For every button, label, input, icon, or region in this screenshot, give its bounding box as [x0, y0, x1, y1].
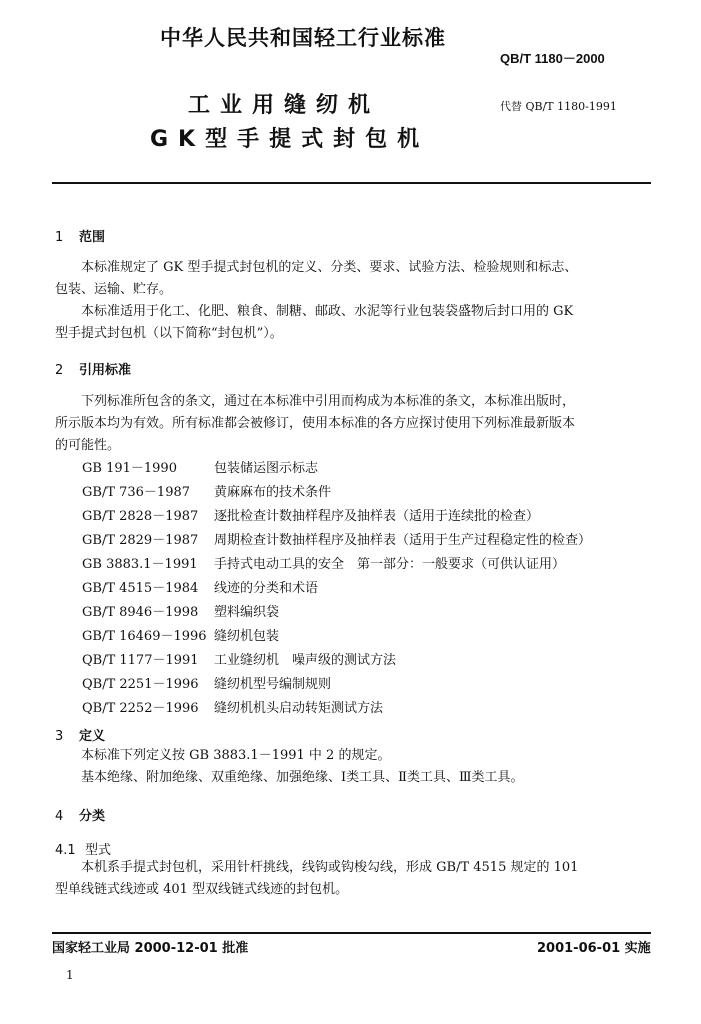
- section-number: 2: [55, 363, 64, 378]
- replaces-standard: 代替 QB/T 1180-1991: [500, 100, 617, 113]
- section-number: 1: [55, 230, 64, 245]
- text-line: 包装、运输、贮存。: [55, 282, 173, 297]
- reference-item: [82, 649, 396, 668]
- reference-item: [82, 697, 383, 716]
- text-line: 本标准规定了 GK 型手提式封包机的定义、分类、要求、试验方法、检验规则和标志、: [81, 260, 578, 275]
- reference-code: GB/T 16469－1996: [82, 629, 207, 644]
- reference-code: GB 3883.1－1991: [82, 557, 198, 572]
- footer-divider: [52, 932, 651, 934]
- reference-title: 塑料编织袋: [214, 605, 280, 620]
- reference-code: QB/T 2252－1996: [82, 701, 199, 716]
- paragraph-references-intro: [55, 391, 651, 457]
- subsection-title: 型式: [85, 843, 112, 858]
- reference-code: GB/T 2829－1987: [82, 533, 199, 548]
- section-heading-scope: [55, 226, 105, 245]
- section-number: 4: [55, 809, 64, 824]
- effective-date: 2001-06-01 实施: [537, 941, 651, 956]
- reference-title: 周期检查计数抽样程序及抽样表（适用于生产过程稳定性的检查）: [214, 533, 592, 548]
- text-line: 下列标准所包含的条文，通过在本标准中引用而构成为本标准的条文，本标准出版时，: [81, 394, 576, 409]
- paragraph-scope-2: [55, 301, 651, 345]
- section-title: 引用标准: [79, 363, 132, 378]
- document-title-line-1: 工业用缝纫机: [188, 93, 381, 118]
- reference-title: 黄麻麻布的技术条件: [214, 485, 332, 500]
- reference-title: 缝纫机包装: [214, 629, 280, 644]
- section-title: 分类: [79, 809, 106, 824]
- paragraph-type: [55, 857, 651, 901]
- reference-code: GB/T 736－1987: [82, 485, 191, 500]
- section-heading-definitions: [55, 725, 105, 744]
- header-divider: [52, 182, 651, 184]
- reference-title: 线迹的分类和术语: [214, 581, 319, 596]
- text-line: 的可能性。: [55, 438, 121, 453]
- reference-item: [82, 673, 331, 692]
- reference-title: 手持式电动工具的安全 第一部分：一般要求（可供认证用）: [214, 557, 566, 572]
- reference-item: [82, 577, 318, 596]
- document-title-line-2: GK型手提式封包机: [150, 127, 430, 152]
- reference-code: GB/T 8946－1998: [82, 605, 199, 620]
- page-number: 1: [66, 968, 74, 982]
- reference-title: 缝纫机机头启动转矩测试方法: [214, 701, 384, 716]
- reference-code: QB/T 1177－1991: [82, 653, 199, 668]
- reference-item: [82, 601, 279, 620]
- section-number: 3: [55, 729, 64, 744]
- reference-item: [82, 457, 318, 476]
- reference-code: GB 191－1990: [82, 461, 177, 476]
- text-line: 基本绝缘、附加绝缘、双重绝缘、加强绝缘、Ⅰ类工具、Ⅱ类工具、Ⅲ类工具。: [81, 770, 524, 785]
- approval-date: 国家轻工业局 2000-12-01 批准: [52, 941, 249, 956]
- subsection-heading-type: [55, 839, 111, 858]
- standard-number: QB/T 1180－2000: [500, 51, 605, 66]
- reference-item: [82, 529, 591, 548]
- paragraph-scope-1: [55, 257, 651, 301]
- text-line: 本标准下列定义按 GB 3883.1－1991 中 2 的规定。: [81, 748, 391, 763]
- text-line: 型手提式封包机（以下简称“封包机”）。: [55, 326, 283, 341]
- section-heading-classification: [55, 805, 105, 824]
- reference-item: [82, 481, 331, 500]
- paragraph-definitions: [55, 745, 651, 789]
- text-line: 所示版本均为有效。所有标准都会被修订，使用本标准的各方应探讨使用下列标准最新版本: [55, 416, 576, 431]
- reference-code: GB/T 2828－1987: [82, 509, 199, 524]
- text-line: 型单线链式线迹或 401 型双线链式线迹的封包机。: [55, 882, 349, 897]
- text-line: 本机系手提式封包机，采用针杆挑线，线钩或钩梭勾线，形成 GB/T 4515 规定的 101: [81, 860, 579, 875]
- section-title: 定义: [79, 729, 106, 744]
- reference-code: QB/T 2251－1996: [82, 677, 199, 692]
- reference-title: 逐批检查计数抽样程序及抽样表（适用于连续批的检查）: [214, 509, 540, 524]
- reference-code: GB/T 4515－1984: [82, 581, 199, 596]
- reference-item: [82, 553, 565, 572]
- reference-item: [82, 625, 279, 644]
- subsection-number: 4.1: [55, 843, 76, 858]
- section-heading-normative-references: [55, 359, 131, 378]
- section-title: 范围: [79, 230, 106, 245]
- issuing-standard-category: 中华人民共和国轻工行业标准: [160, 26, 446, 50]
- reference-item: [82, 505, 539, 524]
- text-line: 本标准适用于化工、化肥、粮食、制糖、邮政、水泥等行业包装袋盛物后封口用的 GK: [81, 304, 574, 319]
- reference-title: 包装储运图示标志: [214, 461, 319, 476]
- reference-title: 工业缝纫机 噪声级的测试方法: [214, 653, 397, 668]
- reference-title: 缝纫机型号编制规则: [214, 677, 332, 692]
